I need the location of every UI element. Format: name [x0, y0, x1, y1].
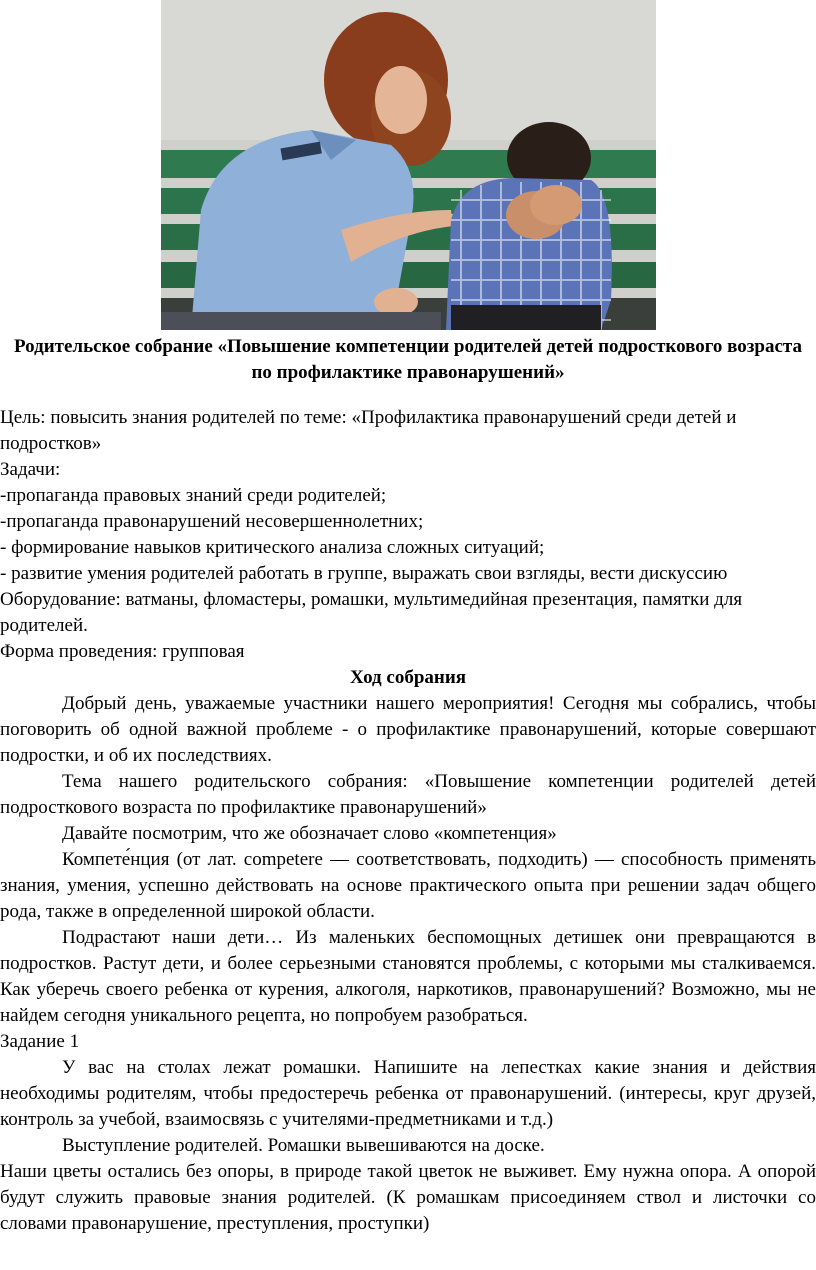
document-body [0, 334, 816, 1237]
task1-heading: Задание 1 [0, 1031, 80, 1052]
paragraph: Тема нашего родительского собрания: «Повышение компетенции родителей детей подросткового возраста по профилактике правонарушений» [0, 771, 816, 818]
paragraph: Давайте посмотрим, что же обозначает слово «компетенция» [62, 823, 557, 844]
task-item: -пропаганда правонарушений несовершеннолетних; [0, 511, 424, 532]
task-item: -пропаганда правовых знаний среди родителей; [0, 485, 387, 506]
tasks-heading: Задачи: [0, 459, 61, 480]
paragraph: Компете́нция (от лат. competere — соответствовать, подходить) — способность применять знания, умения, успешно действовать на основе практического опыта при решении задач общего рода, также в определенной широкой области. [0, 849, 816, 922]
equipment-text: Оборудование: ватманы, фломастеры, ромашки, мультимедийная презентация, памятки для родителей. [0, 589, 743, 636]
goal-text: Цель: повысить знания родителей по теме: «Профилактика правонарушений среди детей и подростков» [0, 407, 737, 454]
document-title: Родительское собрание «Повышение компетенции родителей детей подросткового возраста по профилактике правонарушений» [14, 336, 802, 383]
task-item: - формирование навыков критического анализа сложных ситуаций; [0, 537, 545, 558]
form-text: Форма проведения: групповая [0, 641, 245, 662]
section-title: Ход собрания [349, 667, 467, 688]
task-item: - развитие умения родителей работать в группе, выражать свои взгляды, вести дискуссию [0, 563, 728, 584]
paragraph: Подрастают наши дети… Из маленьких беспомощных детишек они превращаются в подростков. Растут дети, и более серьезными становятся проблемы, с которыми мы сталкиваемся. Как уберечь своего ребенка от курения, алкоголя, наркотиков, правонарушений? Возможно, мы не найдем сегодня уникального рецепта, но попробуем разобраться. [0, 927, 816, 1026]
header-photo [161, 0, 656, 330]
paragraph: Выступление родителей. Ромашки вывешиваются на доске. [62, 1135, 545, 1156]
paragraph: Добрый день, уважаемые участники нашего мероприятия! Сегодня мы собрались, чтобы поговорить об одной важной проблеме - о профилактике правонарушений, которые совершают подростки, и об их последствиях. [0, 693, 816, 766]
final-paragraph: Наши цветы остались без опоры, в природе такой цветок не выживет. Ему нужна опора. А опорой будут служить правовые знания родителей. (К ромашкам присоединяем ствол и листочки со словами правонарушение, преступления, проступки) [0, 1161, 816, 1234]
paragraph: У вас на столах лежат ромашки. Напишите на лепестках какие знания и действия необходимы родителям, чтобы предостеречь ребенка от правонарушений. (интересы, круг друзей, контроль за учебой, взаимосвязь с учителями-предметниками и т.д.) [0, 1057, 816, 1130]
